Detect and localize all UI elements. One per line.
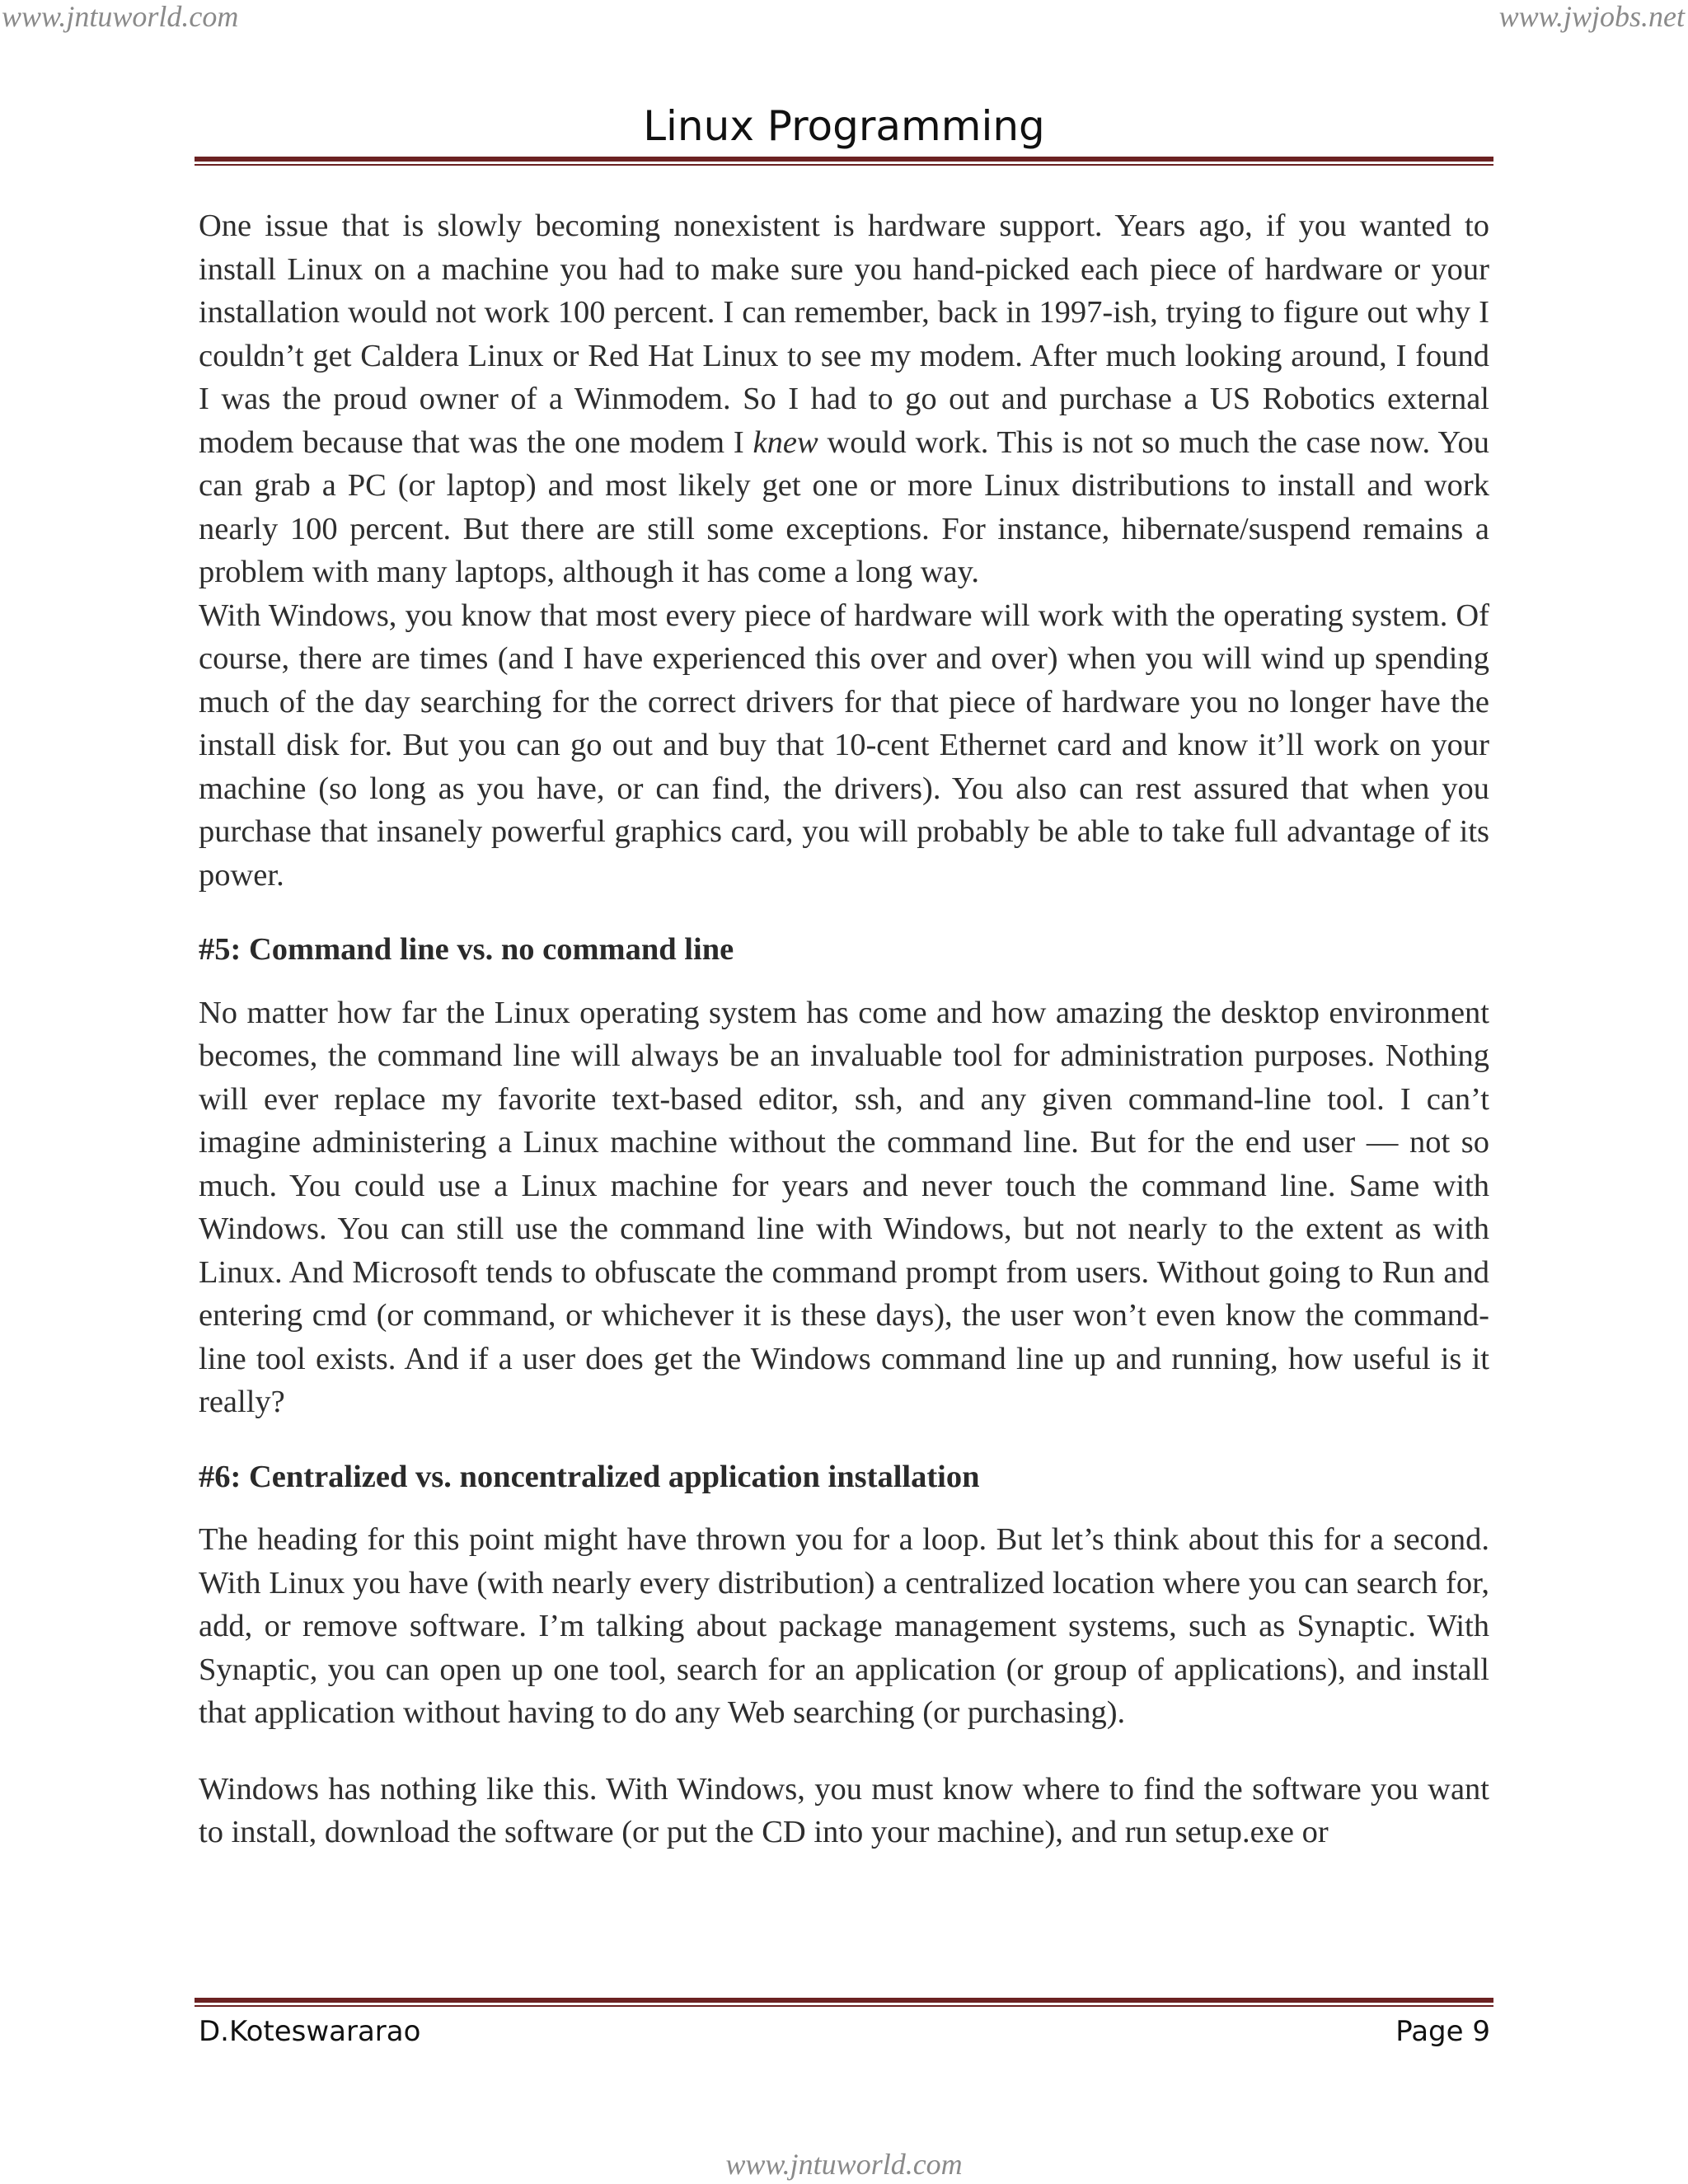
heading-command-line: #5: Command line vs. no command line	[199, 932, 734, 967]
paragraph-windows-install: Windows has nothing like this. With Windows, you must know where to find the software you want to install, download the software (or put the CD into your machine), and run setup.exe or	[199, 1771, 1489, 1849]
header-rule-thin	[195, 164, 1493, 166]
paragraph-package-management: The heading for this point might have thrown you for a loop. But let’s think about this for a second. With Linux you have (with nearly every distribution) a centralized location where you can search for, add, or remove software. I’m talking about package management systems, such as Synaptic. With Synaptic, you can open up one tool, search for an application (or group of applications), and install that application without having to do any Web searching (or purchasing).	[199, 1522, 1489, 1730]
emphasis-knew: knew	[753, 424, 818, 460]
page-title: Linux Programming	[643, 102, 1045, 150]
footer-rule-thin	[195, 2005, 1493, 2007]
document-body	[199, 204, 1489, 1854]
page-number: Page 9	[1395, 2015, 1490, 2048]
paragraph-command-line: No matter how far the Linux operating system has come and how amazing the desktop environment becomes, the command line will always be an invaluable tool for administration purposes. Nothing will ever replace my favorite text-based editor, ssh, and any given command-line tool. I can’t imagine administering a Linux machine without the command line. But for the end user — not so much. You could use a Linux machine for years and never touch the command line. Same with Windows. You can still use the command line with Windows, but not nearly to the extent as with Linux. And Microsoft tends to obfuscate the command prompt from users. Without going to Run and entering cmd (or command, or whichever it is these days), the user won’t even know the command-line tool exists. And if a user does get the Windows command line up and running, how useful is it really?	[199, 995, 1489, 1419]
watermark-top-right: www.jwjobs.net	[1498, 0, 1685, 33]
paragraph-hardware-support	[199, 204, 1489, 594]
paragraph-windows-hardware: With Windows, you know that most every piece of hardware will work with the operating system. Of course, there are times (and I have experienced this over and over) when you will wind up spending much of the day searching for the correct drivers for that piece of hardware you no longer have the install disk for. But you can go out and buy that 10-cent Ethernet card and know it’ll work on your machine (so long as you have, or can find, the drivers). You also can rest assured that when you purchase that insanely powerful graphics card, you will probably be able to take full advantage of its power.	[199, 598, 1489, 893]
header-rule-thick	[195, 157, 1493, 162]
watermark-top-left: www.jntuworld.com	[2, 0, 239, 33]
paragraph-text: One issue that is slowly becoming nonexistent is hardware support. Years ago, if you wanted to install Linux on a machine you had to make sure you hand-picked each piece of hardware or your installation would not work 100 percent. I can remember, back in 1997-ish, trying to figure out why I couldn’t get Caldera Linux or Red Hat Linux to see my modem. After much looking around, I found I was the proud owner of a Winmodem. So I had to go out and purchase a US Robotics external modem because that was the one modem I	[199, 209, 1489, 460]
watermark-bottom: www.jntuworld.com	[725, 2148, 963, 2181]
footer-rule-thick	[195, 1998, 1493, 2003]
paragraph-text: would work. This is not so much the case now. You can grab a PC (or laptop) and most likely get one or more Linux distributions to install and work nearly 100 percent. But there are still some exceptions. For instance, hibernate/suspend remains a problem with many laptops, although it has come a long way.	[199, 424, 1489, 589]
footer-author: D.Koteswararao	[199, 2015, 421, 2048]
heading-application-installation: #6: Centralized vs. noncentralized application installation	[199, 1459, 980, 1494]
